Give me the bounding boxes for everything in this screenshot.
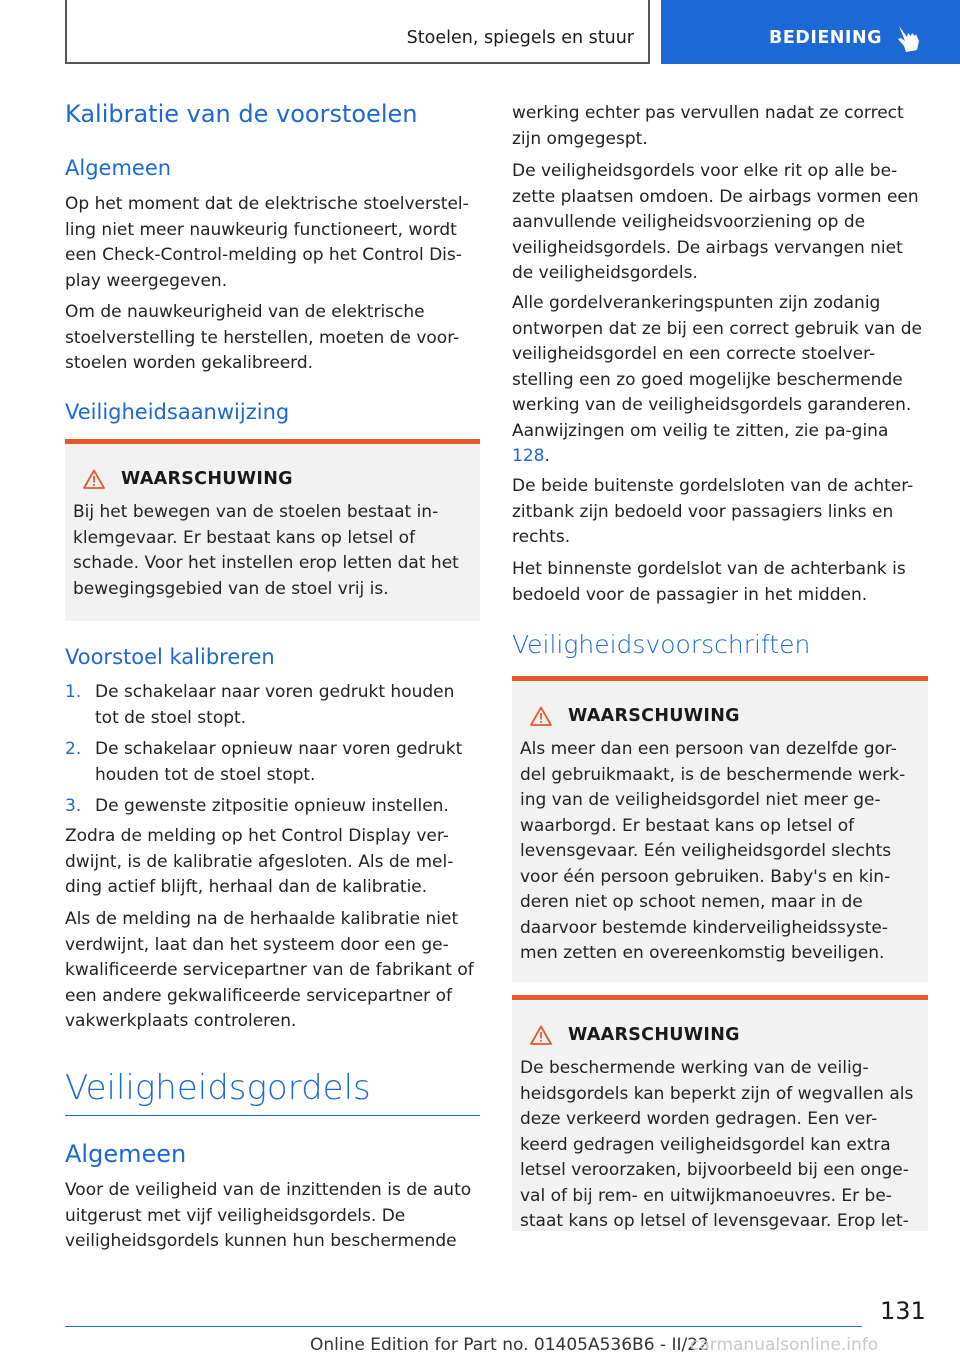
paragraph-airbags: De veiligheidsgordels voor elke rit op alle be-zette plaatsen omdoen. De airbags vormen een aanvullende veiligheidsvoorziening op de veiligheidsgordels. De airbags vervangen niet de veiligheidsgordels.	[512, 161, 919, 283]
header-tab[interactable]	[661, 0, 960, 64]
list-item: 1. De schakelaar naar voren gedrukt houden tot de stoel stopt.	[65, 682, 455, 728]
paragraph-anchorage: Alle gordelverankeringspunten zijn zodanig ontworpen dat ze bij een correct gebruik van de veiligheidsgordel en een correcte stoelver-stelling een zo goed mogelijke beschermende werking van de veiligheidsgordels garanderen. Aanwijzingen om veilig te zitten, zie pa-gina 128.	[512, 293, 922, 466]
paragraph-calibration-restore: Om de nauwkeurigheid van de elektrische stoelverstelling te herstellen, moeten de voor-stoelen worden gekalibreerd.	[65, 302, 460, 373]
watermark: carmanualsonline.info	[690, 1335, 879, 1355]
header-section-title: Stoelen, spiegels en stuur	[406, 28, 634, 48]
paragraph-seatbelts-intro: Voor de veiligheid van de inzittenden is de auto uitgerust met vijf veiligheidsgordels. De veiligheidsgordels kunnen hun beschermende	[65, 1180, 472, 1251]
paragraph-inner-buckle: Het binnenste gordelslot van de achterbank is bedoeld voor de passagier in het midden.	[512, 559, 906, 605]
paragraph-belt-fastened: werking echter pas vervullen nadat ze correct zijn omgegespt.	[512, 103, 904, 149]
heading-safety-note: Veiligheidsaanwijzing	[65, 400, 290, 424]
paragraph-calibration-done: Zodra de melding op het Control Display ver-dwijnt, is de kalibratie afgesloten. Als de mel-ding actief blijft, herhaal dan de kalibratie.	[65, 826, 454, 897]
paragraph-calibration-intro: Op het moment dat de elektrische stoelverstel-ling niet meer nauwkeurig functioneert, wordt een Check-Control-melding op het Control Dis-play weergegeven.	[65, 194, 469, 291]
warning-box-seat-movement	[65, 439, 480, 621]
footer-rule	[65, 1326, 862, 1327]
list-item: 3. De gewenste zitpositie opnieuw instellen.	[65, 796, 449, 816]
heading-underline	[65, 1115, 480, 1116]
warning-box-belt-sharing	[512, 676, 928, 982]
heading-general-2: Algemeen	[65, 1140, 187, 1168]
warning-text: Als meer dan een persoon van dezelfde gor-del gebruikmaakt, is de beschermende werk-ing van de veiligheidsgordel niet meer ge-waarborgd. Er bestaat kans op letsel of levensgevaar. Eén veiligheidsgordel slechts voor één persoon gebruiken. Baby's en kin-deren niet op schoot nemen, maar in de daarvoor bestemde kinderveiligheidssyste-men zetten en overeenkomstig beveiligen.	[520, 739, 906, 963]
page-number: 131	[880, 1297, 926, 1325]
warning-title: WAARSCHUWING	[568, 706, 740, 726]
heading-safety-rules: Veiligheidsvoorschriften	[512, 630, 811, 659]
warning-text: De beschermende werking van de veilig-heidsgordels kan beperkt zijn of wegvallen als deze verkeerd worden gedragen. Een ver-keerd gedragen veiligheidsgordel kan extra letsel veroorzaken, bijvoorbeeld bij een onge-val of bij rem- en uitwijkmanoeuvres. Er be-staat kans op letsel of levensgevaar. Erop let-	[520, 1058, 914, 1231]
warning-title: WAARSCHUWING	[568, 1025, 740, 1045]
header-section-box	[65, 0, 650, 64]
heading-seatbelts: Veiligheidsgordels	[65, 1068, 371, 1108]
warning-title: WAARSCHUWING	[121, 469, 293, 489]
warning-triangle-icon	[83, 469, 105, 489]
heading-calibration: Kalibratie van de voorstoelen	[65, 100, 418, 128]
list-item: 2. De schakelaar opnieuw naar voren gedrukt houden tot de stoel stopt.	[65, 739, 463, 785]
calibration-steps	[65, 680, 480, 826]
paragraph-outer-buckles: De beide buitenste gordelsloten van de achter-zitbank zijn bedoeld voor passagiers links en rechts.	[512, 476, 914, 547]
heading-calibrate-seat: Voorstoel kalibreren	[65, 645, 275, 669]
warning-box-belt-worn-wrong	[512, 995, 928, 1231]
hand-pointer-icon	[895, 24, 921, 54]
heading-general-1: Algemeen	[65, 156, 172, 180]
page-link-128[interactable]: 128	[512, 446, 545, 466]
paragraph-calibration-service: Als de melding na de herhaalde kalibratie niet verdwijnt, laat dan het systeem door een ge-kwalificeerde servicepartner van de fabrikant of een andere gekwalificeerde servicepartner of vakwerkplaats controleren.	[65, 909, 474, 1031]
warning-text: Bij het bewegen van de stoelen bestaat in-klemgevaar. Er bestaat kans op letsel of schade. Voor het instellen erop letten dat het bewegingsgebied van de stoel vrij is.	[73, 502, 459, 599]
warning-triangle-icon	[530, 1025, 552, 1045]
edition-note: Online Edition for Part no. 01405A536B6 - II/22	[310, 1335, 709, 1355]
header-tab-label: BEDIENING	[769, 28, 882, 48]
warning-triangle-icon	[530, 706, 552, 726]
